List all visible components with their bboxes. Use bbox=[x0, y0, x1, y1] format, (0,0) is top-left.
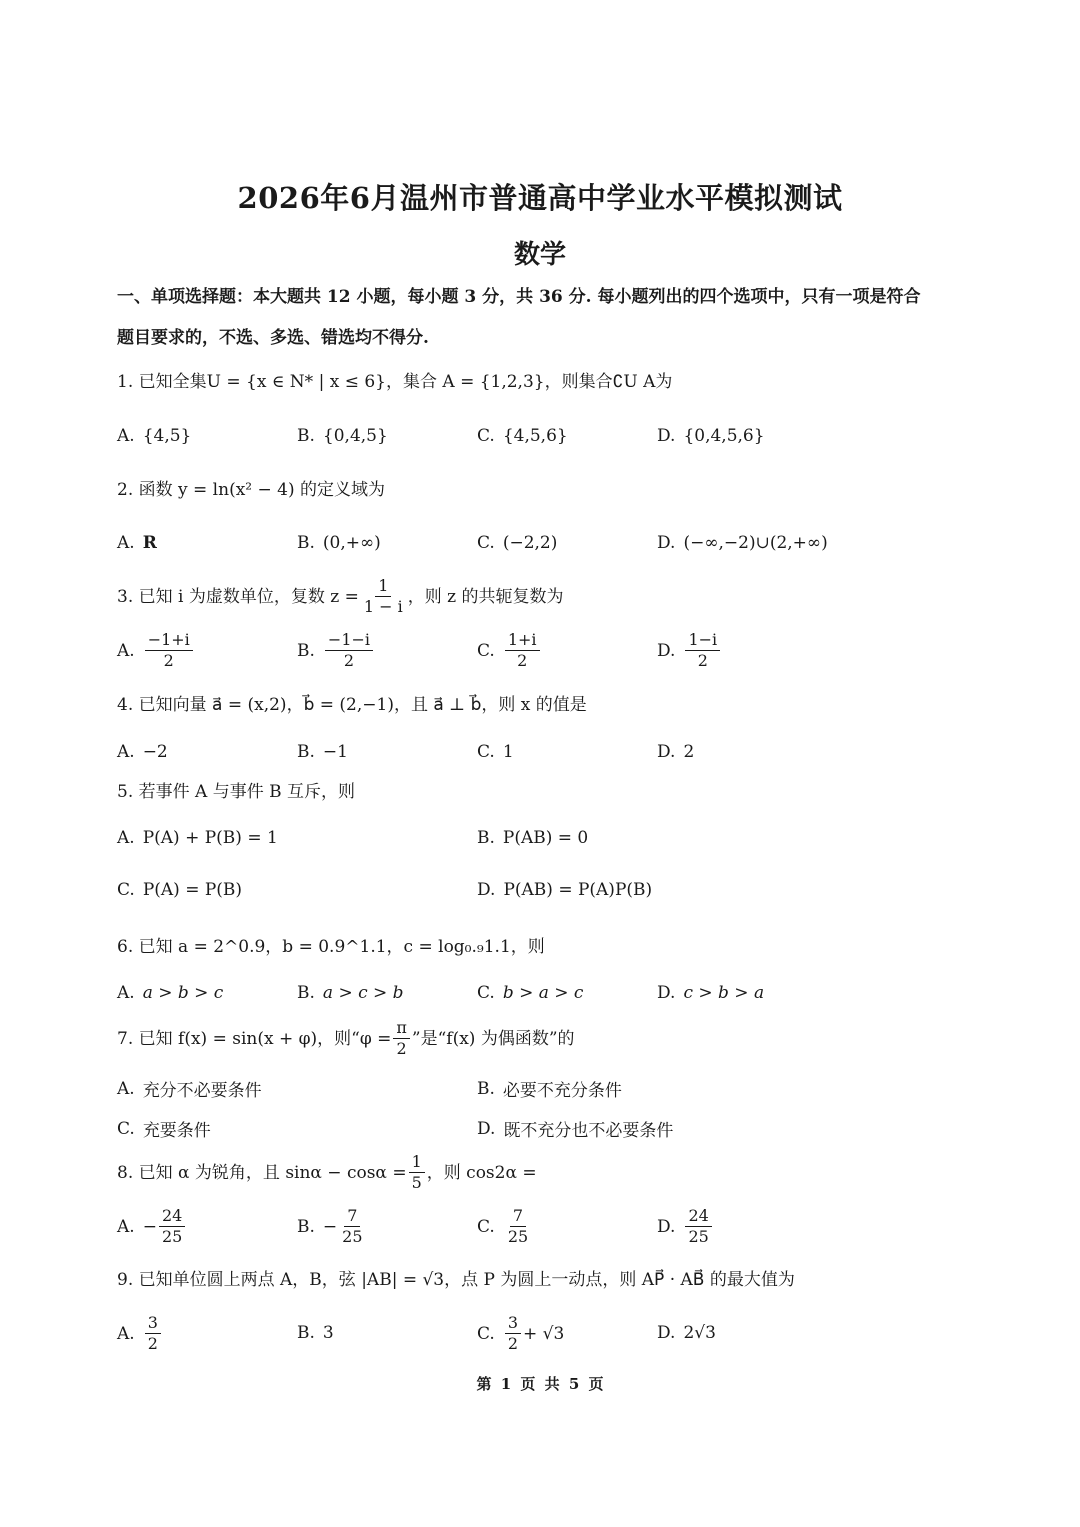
q2-option-c: C. (−2,2) bbox=[477, 533, 558, 553]
q8-fraction: $\frac{1}{5}$ bbox=[409, 1152, 425, 1193]
q7-option-b: B. 必要不充分条件 bbox=[477, 1078, 622, 1101]
q2-option-b: B. (0,+∞) bbox=[297, 533, 381, 553]
q3-fraction: $\frac{1}{1 - i}$ bbox=[363, 576, 403, 616]
q3-option-d: D. $\frac{1-i}{2}$ bbox=[657, 630, 722, 671]
q4-option-d: D. 2 bbox=[657, 742, 695, 762]
q9-option-c: C. $\frac{3}{2}$ + √3 bbox=[477, 1313, 565, 1353]
section-instructions-line2: 题目要求的，不选、多选、错选均不得分. bbox=[117, 328, 429, 348]
q5-option-d: D. P(AB) = P(A)P(B) bbox=[477, 880, 653, 900]
q6-option-b: B. a > c > b bbox=[297, 983, 404, 1003]
section-instructions-line1: 一、单项选择题：本大题共 12 小题，每小题 3 分，共 36 分. 每小题列出的四个选项中，只有一项是符合 bbox=[117, 287, 921, 307]
q1-option-c: C. {4,5,6} bbox=[477, 426, 568, 446]
q9-option-a: A. $\frac{3}{2}$ bbox=[117, 1313, 163, 1354]
q7-option-a: A. 充分不必要条件 bbox=[117, 1078, 262, 1101]
q9-option-b: B. 3 bbox=[297, 1323, 334, 1343]
question-4-stem: 4. 已知向量 a⃗ = (x,2)，b⃗ = (2,−1)，且 a⃗ ⊥ b⃗，则 x 的值是 bbox=[117, 695, 587, 715]
q9-option-d: D. 2√3 bbox=[657, 1323, 716, 1343]
q4-option-b: B. −1 bbox=[297, 742, 348, 762]
question-6-stem: 6. 已知 a = 2^0.9，b = 0.9^1.1，c = log₀.₉1.1，则 bbox=[117, 937, 545, 957]
q4-option-c: C. 1 bbox=[477, 742, 514, 762]
q5-option-c: C. P(A) = P(B) bbox=[117, 880, 243, 900]
page-title: 2026年6月温州市普通高中学业水平模拟测试 bbox=[237, 181, 843, 215]
q1-option-d: D. {0,4,5,6} bbox=[657, 426, 765, 446]
question-7-stem: 7. 已知 f(x) = sin(x + φ)，则“φ = $\frac{\pi}{2}$ ”是“f(x) 为偶函数”的 bbox=[117, 1018, 575, 1058]
q3-option-b: B. $\frac{-1-i}{2}$ bbox=[297, 630, 375, 671]
q6-option-a: A. a > b > c bbox=[117, 983, 224, 1003]
q4-option-a: A. −2 bbox=[117, 742, 168, 762]
q8-option-c: C. $\frac{7}{25}$ bbox=[477, 1206, 529, 1246]
q8-option-d: D. $\frac{24}{25}$ bbox=[657, 1206, 714, 1247]
q5-option-b: B. P(AB) = 0 bbox=[477, 828, 589, 848]
q7-fraction: $\frac{\pi}{2}$ bbox=[393, 1018, 410, 1059]
question-3-stem: 3. 已知 i 为虚数单位，复数 z = $\frac{1}{1 - i}$ ，则 z 的共轭复数为 bbox=[117, 576, 564, 616]
q6-option-d: D. c > b > a bbox=[657, 983, 765, 1003]
question-2-stem: 2. 函数 y = ln(x² − 4) 的定义域为 bbox=[117, 480, 386, 500]
question-8-stem: 8. 已知 α 为锐角，且 sinα − cosα = $\frac{1}{5}$ ，则 cos2α = bbox=[117, 1152, 537, 1192]
q7-option-c: C. 充要条件 bbox=[117, 1118, 211, 1141]
question-1-stem: 1. 已知全集U = {x ∈ N* | x ≤ 6}，集合 A = {1,2,3}，则集合∁U A为 bbox=[117, 372, 673, 392]
q1-option-b: B. {0,4,5} bbox=[297, 426, 388, 446]
subject-title: 数学 bbox=[513, 240, 566, 270]
q2-option-a: A. R bbox=[117, 533, 157, 553]
q3-option-a: A. $\frac{-1+i}{2}$ bbox=[117, 630, 195, 671]
q1-option-a: A. {4,5} bbox=[117, 426, 192, 446]
q5-option-a: A. P(A) + P(B) = 1 bbox=[117, 828, 278, 848]
question-5-stem: 5. 若事件 A 与事件 B 互斥，则 bbox=[117, 782, 356, 802]
q6-option-c: C. b > a > c bbox=[477, 983, 584, 1003]
question-9-stem: 9. 已知单位圆上两点 A，B，弦 |AB| = √3，点 P 为圆上一动点，则 AP⃗ · AB⃗ 的最大值为 bbox=[117, 1270, 795, 1290]
page-footer: 第 1 页 共 5 页 bbox=[476, 1375, 604, 1393]
q3-option-c: C. $\frac{1+i}{2}$ bbox=[477, 630, 542, 671]
q2-option-d: D. (−∞,−2)∪(2,+∞) bbox=[657, 533, 828, 553]
q7-option-d: D. 既不充分也不必要条件 bbox=[477, 1118, 674, 1141]
q8-option-a: A. − $\frac{24}{25}$ bbox=[117, 1206, 187, 1247]
q8-option-b: B. − $\frac{7}{25}$ bbox=[297, 1206, 363, 1246]
